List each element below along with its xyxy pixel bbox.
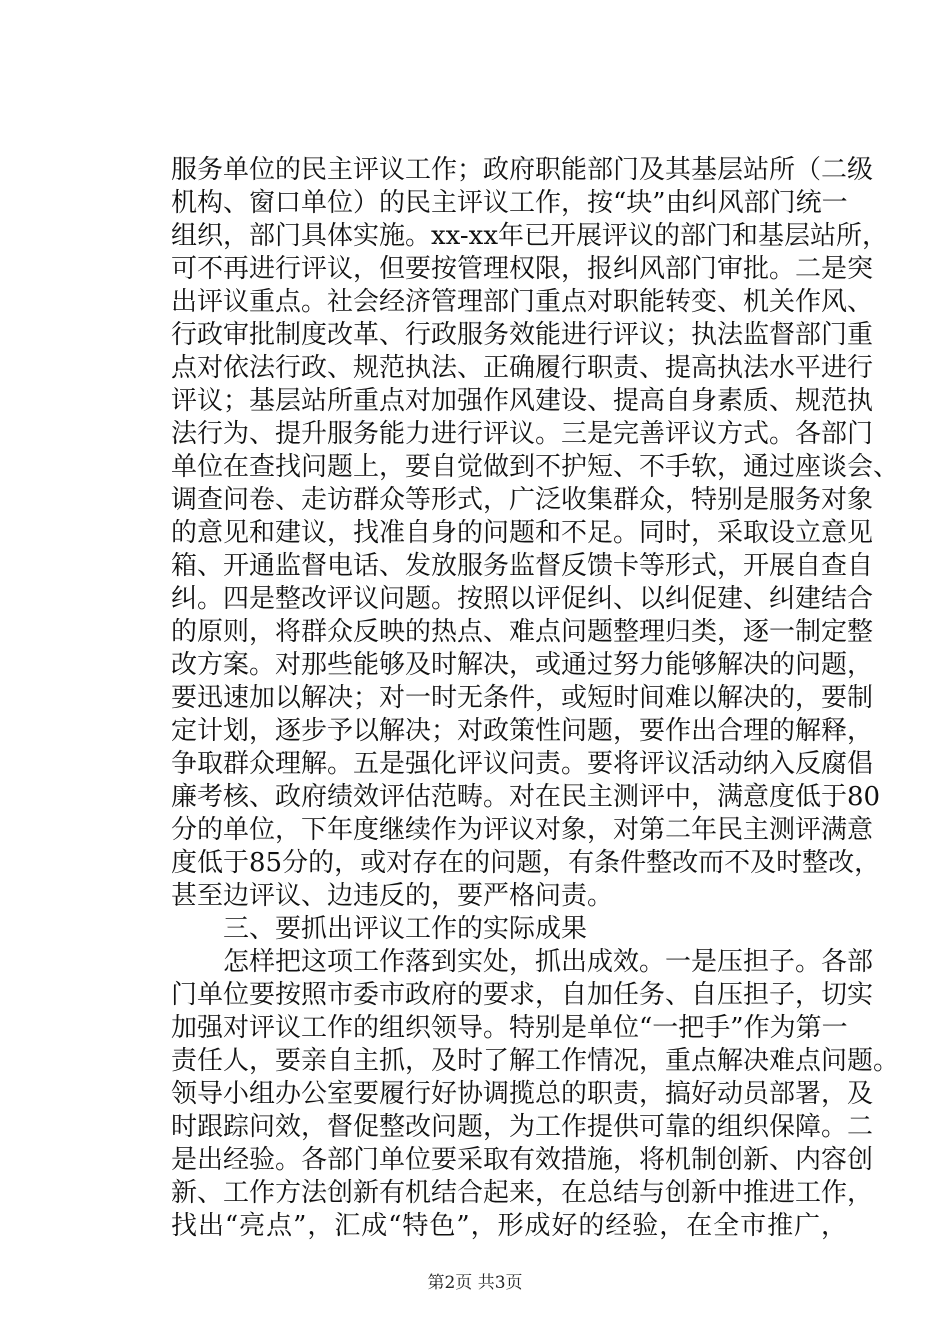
text-line: 单位在查找问题上，要自觉做到不护短、不手软，通过座谈会、 (171, 452, 900, 482)
text-line: 时跟踪问效，督促整改问题，为工作提供可靠的组织保障。二 (171, 1112, 874, 1142)
text-line: 纠。四是整改评议问题。按照以评促纠、以纠促建、纠建结合 (171, 584, 874, 614)
text-line: 调查问卷、走访群众等形式，广泛收集群众，特别是服务对象 (171, 485, 874, 515)
text-line: 可不再进行评议，但要按管理权限，报纠风部门审批。二是突 (171, 254, 874, 284)
page-number-footer: 第2页 共3页 (427, 1273, 523, 1293)
text-line: 箱、开通监督电话、发放服务监督反馈卡等形式，开展自查自 (171, 551, 874, 581)
text-line: 出评议重点。社会经济管理部门重点对职能转变、机关作风、 (171, 287, 874, 317)
text-line: 机构、窗口单位）的民主评议工作，按“块”由纠风部门统一 (171, 188, 848, 218)
text-line: 门单位要按照市委市政府的要求，自加任务、自压担子，切实 (171, 980, 874, 1010)
text-line: 的原则，将群众反映的热点、难点问题整理归类，逐一制定整 (171, 617, 874, 647)
text-line: 服务单位的民主评议工作；政府职能部门及其基层站所（二级 (171, 155, 874, 185)
text-line: 廉考核、政府绩效评估范畴。对在民主测评中，满意度低于80 (171, 782, 881, 812)
text-line: 评议；基层站所重点对加强作风建设、提高自身素质、规范执 (171, 386, 874, 416)
section-heading: 三、要抓出评议工作的实际成果 (223, 914, 588, 944)
text-line: 责任人，要亲自主抓，及时了解工作情况，重点解决难点问题。 (171, 1046, 900, 1076)
text-line: 点对依法行政、规范执法、正确履行职责、提高执法水平进行 (171, 353, 874, 383)
text-line: 定计划，逐步予以解决；对政策性问题，要作出合理的解释， (171, 716, 874, 746)
text-line: 行政审批制度改革、行政服务效能进行评议；执法监督部门重 (171, 320, 874, 350)
text-line: 加强对评议工作的组织领导。特别是单位“一把手”作为第一 (171, 1013, 848, 1043)
text-line: 找出“亮点”，汇成“特色”，形成好的经验，在全市推广， (171, 1211, 847, 1241)
text-line: 是出经验。各部门单位要采取有效措施，将机制创新、内容创 (171, 1145, 874, 1175)
text-line: 改方案。对那些能够及时解决，或通过努力能够解决的问题， (171, 650, 874, 680)
text-line: 新、工作方法创新有机结合起来，在总结与创新中推进工作， (171, 1178, 874, 1208)
text-line: 的意见和建议，找准自身的问题和不足。同时，采取设立意见 (171, 518, 874, 548)
text-line: 甚至边评议、边违反的，要严格问责。 (171, 881, 614, 911)
text-line: 要迅速加以解决；对一时无条件，或短时间难以解决的，要制 (171, 683, 874, 713)
text-line: 分的单位，下年度继续作为评议对象，对第二年民主测评满意 (171, 815, 874, 845)
text-line: 争取群众理解。五是强化评议问责。要将评议活动纳入反腐倡 (171, 749, 874, 779)
text-line: 度低于85分的，或对存在的问题，有条件整改而不及时整改， (171, 848, 881, 878)
text-line: 组织，部门具体实施。xx-xx年已开展评议的部门和基层站所， (171, 221, 888, 251)
text-line: 怎样把这项工作落到实处，抓出成效。一是压担子。各部 (223, 947, 874, 977)
text-line: 领导小组办公室要履行好协调揽总的职责，搞好动员部署，及 (171, 1079, 874, 1109)
text-line: 法行为、提升服务能力进行评议。三是完善评议方式。各部门 (171, 419, 874, 449)
